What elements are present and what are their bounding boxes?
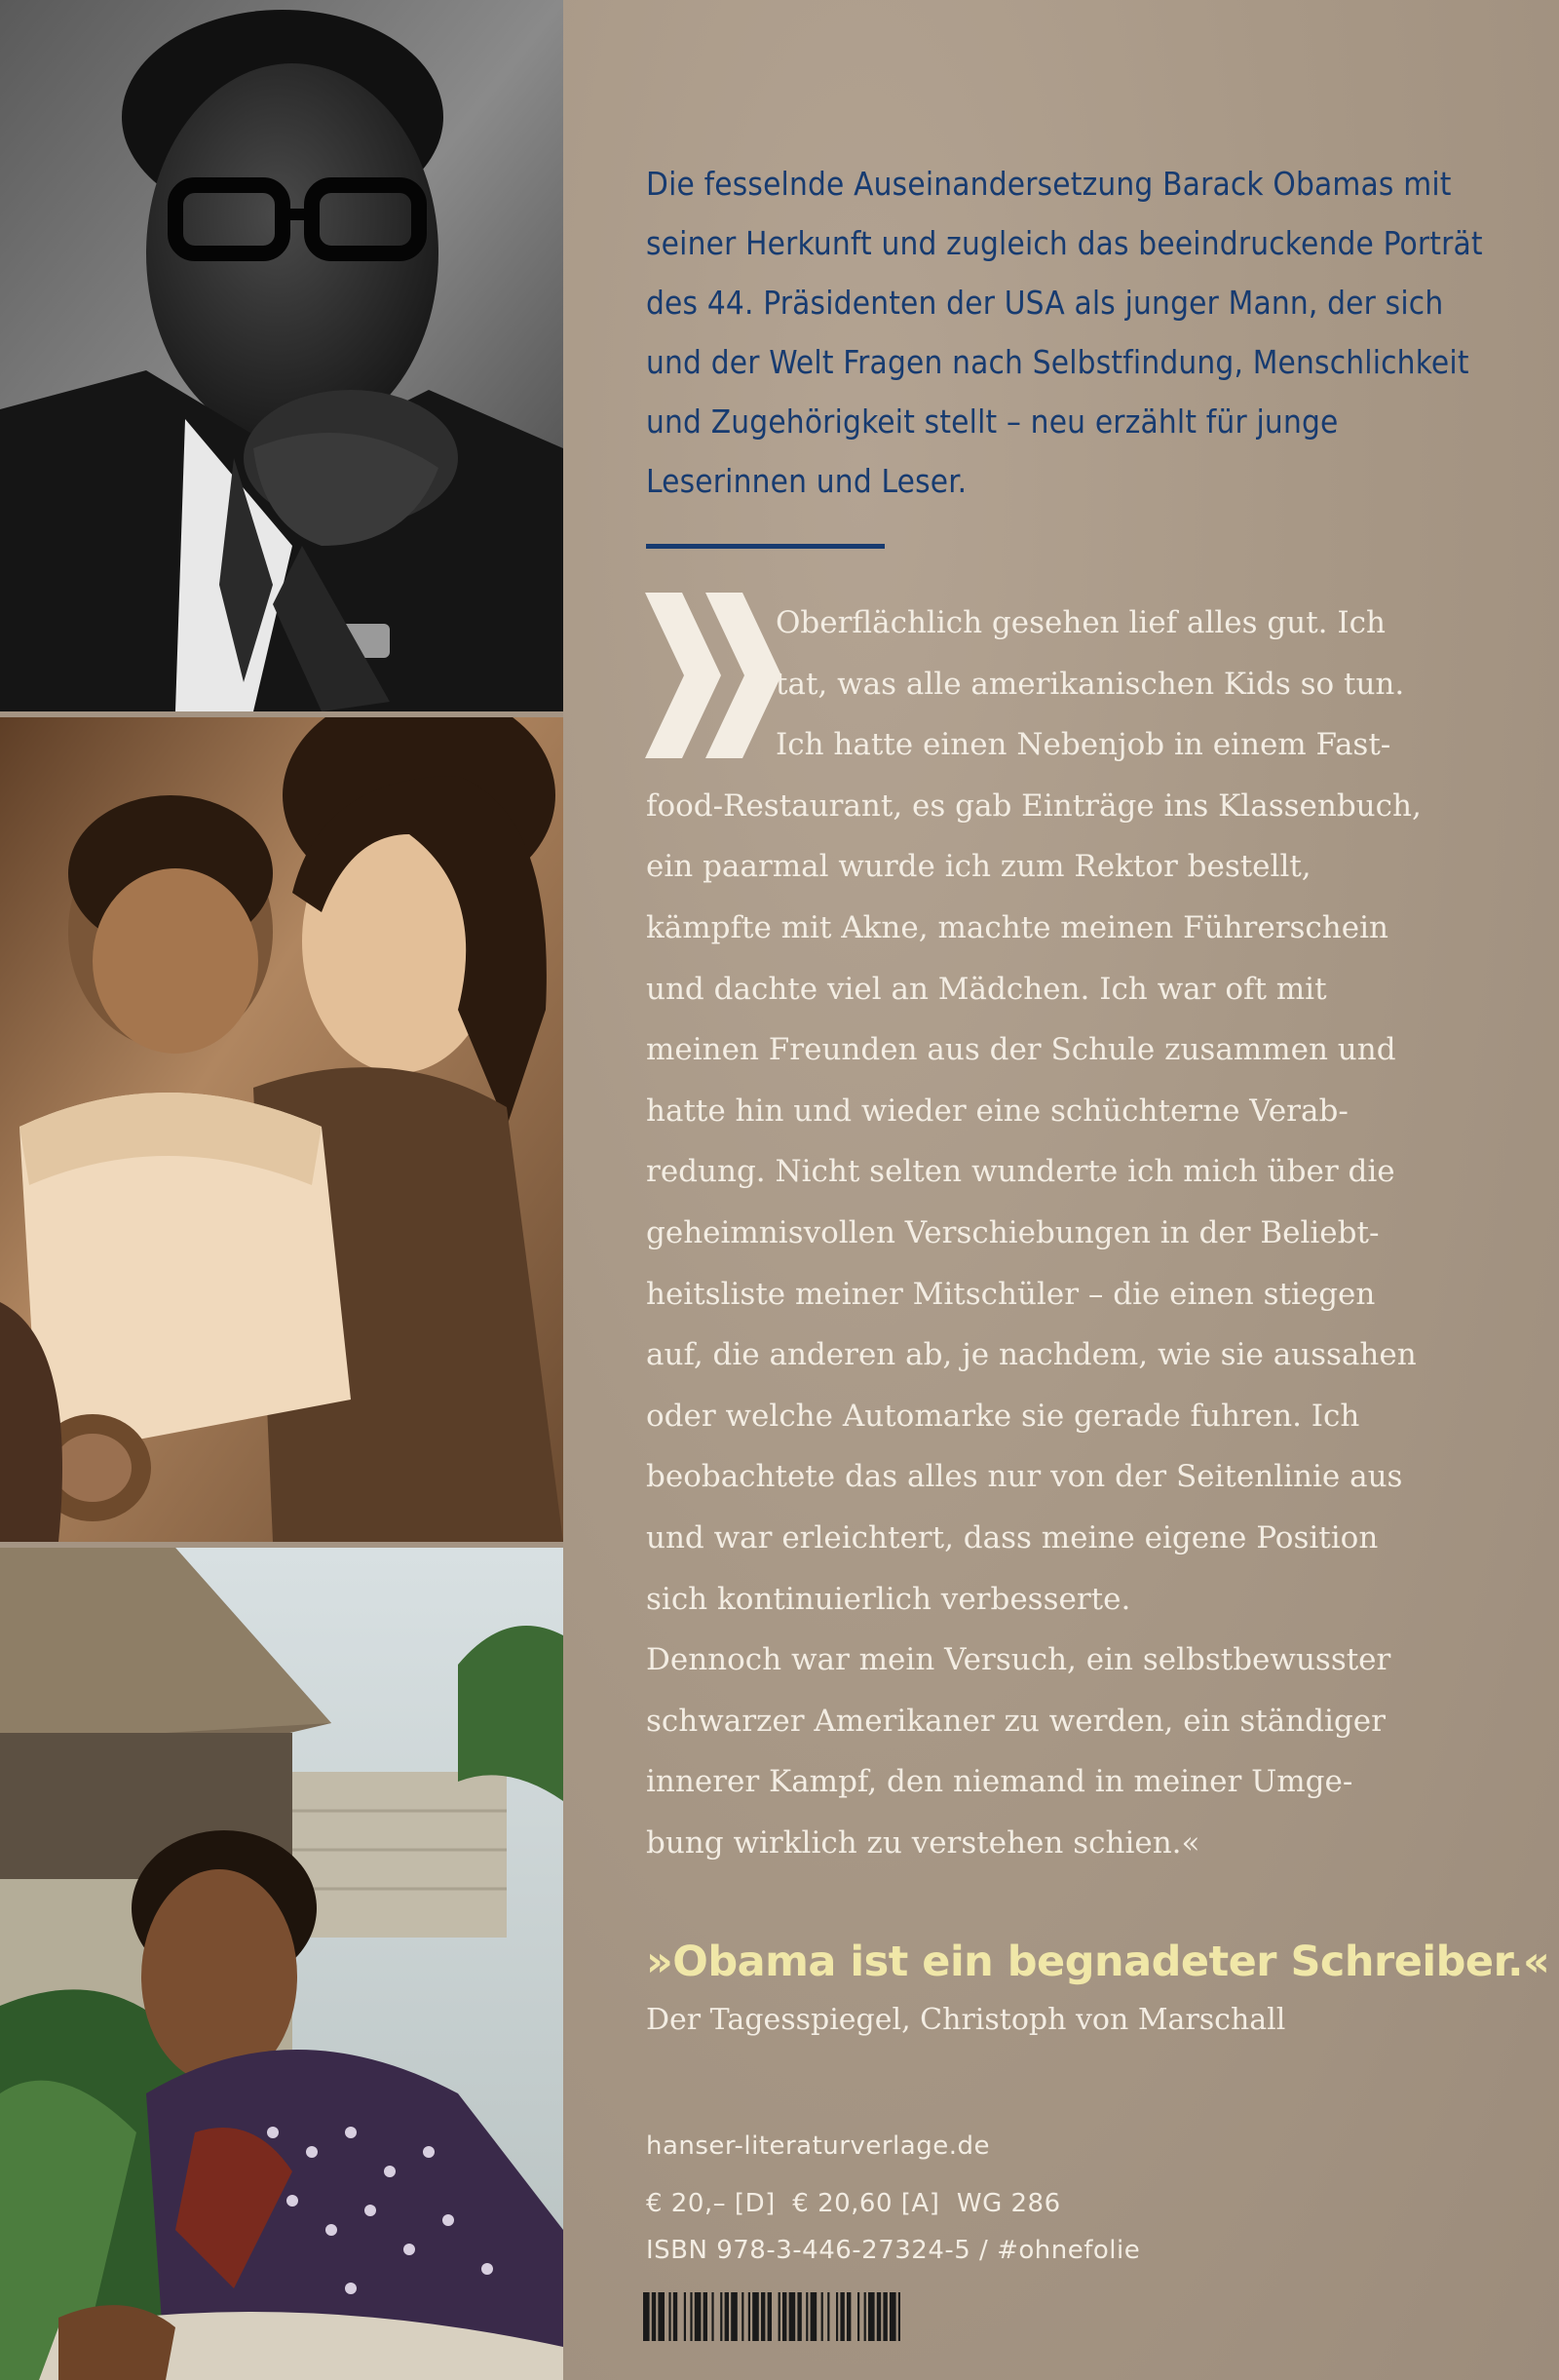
price-line: € 20,– [D] € 20,60 [A] WG 286: [646, 2189, 1061, 2218]
barcode-bar: [652, 2292, 656, 2341]
barcode-bar: [857, 2292, 859, 2341]
barcode-bar: [720, 2292, 722, 2341]
quote-line: und war erleichtert, dass meine eigene Position: [646, 1519, 1379, 1555]
quote-line: tat, was alle amerikanischen Kids so tun.: [776, 666, 1405, 702]
quote-line: bung wirklich zu verstehen schien.«: [646, 1824, 1200, 1861]
intro-blurb: Die fesselnde Auseinandersetzung Barack Obamas mit seiner Herkunft und zugleich das beeindruckende Porträt des 44. Präsidenten der USA als junger Mann, der sich und der Welt Fragen nach Selbstfindung, Menschlichkeit und Zugehörigkeit stellt – neu erzählt für junge Leserinnen und Leser.: [646, 165, 1483, 500]
quote-line: hatte hin und wieder eine schüchterne Verab-: [646, 1093, 1349, 1129]
isbn-line: ISBN 978-3-446-27324-5 / #ohnefolie: [646, 2236, 1141, 2265]
text-panel: [563, 0, 1559, 2380]
barcode-bar: [890, 2292, 896, 2341]
barcode-bar: [725, 2292, 729, 2341]
publisher-url: hanser-literaturverlage.de: [646, 2131, 990, 2161]
barcode-bar: [847, 2292, 851, 2341]
quote-line: auf, die anderen ab, je nachdem, wie sie aussahen: [646, 1337, 1417, 1373]
quote-line: Oberflächlich gesehen lief alles gut. Ich: [776, 605, 1386, 640]
barcode-bar: [711, 2292, 713, 2341]
praise-source: Der Tagesspiegel, Christoph von Marschall: [646, 2003, 1286, 2037]
barcode-bar: [821, 2292, 823, 2341]
barcode-bar: [690, 2292, 692, 2341]
quote-line: beobachtete das alles nur von der Seitenlinie aus: [646, 1459, 1403, 1495]
barcode-bar: [797, 2292, 801, 2341]
barcode-bar: [658, 2292, 665, 2341]
barcode: [643, 2292, 1072, 2341]
barcode-bar: [752, 2292, 759, 2341]
barcode-bar: [836, 2292, 838, 2341]
photo-color-young-man: [0, 1548, 563, 2380]
photo-bw-portrait: [0, 0, 563, 711]
barcode-bar: [811, 2292, 818, 2341]
barcode-bar: [695, 2292, 702, 2341]
photo-column: [0, 0, 563, 2380]
barcode-bar: [877, 2292, 881, 2341]
barcode-bar: [731, 2292, 738, 2341]
barcode-bar: [643, 2292, 650, 2341]
barcode-bar: [883, 2292, 887, 2341]
barcode-bar: [789, 2292, 796, 2341]
barcode-bar: [779, 2292, 780, 2341]
barcode-bar: [741, 2292, 743, 2341]
barcode-bar: [703, 2292, 707, 2341]
divider-rule: [646, 544, 885, 549]
barcode-bar: [782, 2292, 786, 2341]
quote-line: innerer Kampf, den niemand in meiner Umge-: [646, 1764, 1353, 1800]
quote-line: Dennoch war mein Versuch, ein selbstbewusster: [646, 1642, 1391, 1678]
quote-line: und dachte viel an Mädchen. Ich war oft mit: [646, 971, 1327, 1007]
barcode-bar: [868, 2292, 875, 2341]
quote-line: kämpfte mit Akne, machte meinen Führerschein: [646, 909, 1388, 945]
quote-line: heitsliste meiner Mitschüler – die einen stiegen: [646, 1276, 1376, 1312]
excerpt-quote: [646, 593, 1503, 1873]
barcode-bar: [827, 2292, 829, 2341]
quote-line: oder welche Automarke sie gerade fuhren. Ich: [646, 1398, 1360, 1434]
barcode-bar: [806, 2292, 808, 2341]
quote-line: food-Restaurant, es gab Einträge ins Klassenbuch,: [646, 787, 1422, 824]
barcode-bar: [668, 2292, 670, 2341]
barcode-bar: [761, 2292, 765, 2341]
praise-quote: »Obama ist ein begnadeter Schreiber.«: [646, 1938, 1550, 1986]
barcode-bar: [898, 2292, 900, 2341]
quote-line: sich kontinuierlich verbesserte.: [646, 1581, 1131, 1617]
barcode-bar: [840, 2292, 844, 2341]
quote-line: geheimnisvollen Verschiebungen in der Beliebt-: [646, 1214, 1380, 1250]
quote-line: meinen Freunden aus der Schule zusammen und: [646, 1032, 1396, 1068]
quote-line: redung. Nicht selten wunderte ich mich über die: [646, 1154, 1395, 1190]
barcode-bar: [748, 2292, 750, 2341]
quote-line: Ich hatte einen Nebenjob in einem Fast-: [776, 727, 1391, 763]
barcode-bar: [673, 2292, 677, 2341]
barcode-bar: [864, 2292, 866, 2341]
quote-line: schwarzer Amerikaner zu werden, ein ständiger: [646, 1703, 1386, 1739]
barcode-bar: [768, 2292, 772, 2341]
quote-line: ein paarmal wurde ich zum Rektor bestellt,: [646, 849, 1312, 885]
barcode-bar: [684, 2292, 686, 2341]
photo-sepia-mother-child: [0, 717, 563, 1542]
